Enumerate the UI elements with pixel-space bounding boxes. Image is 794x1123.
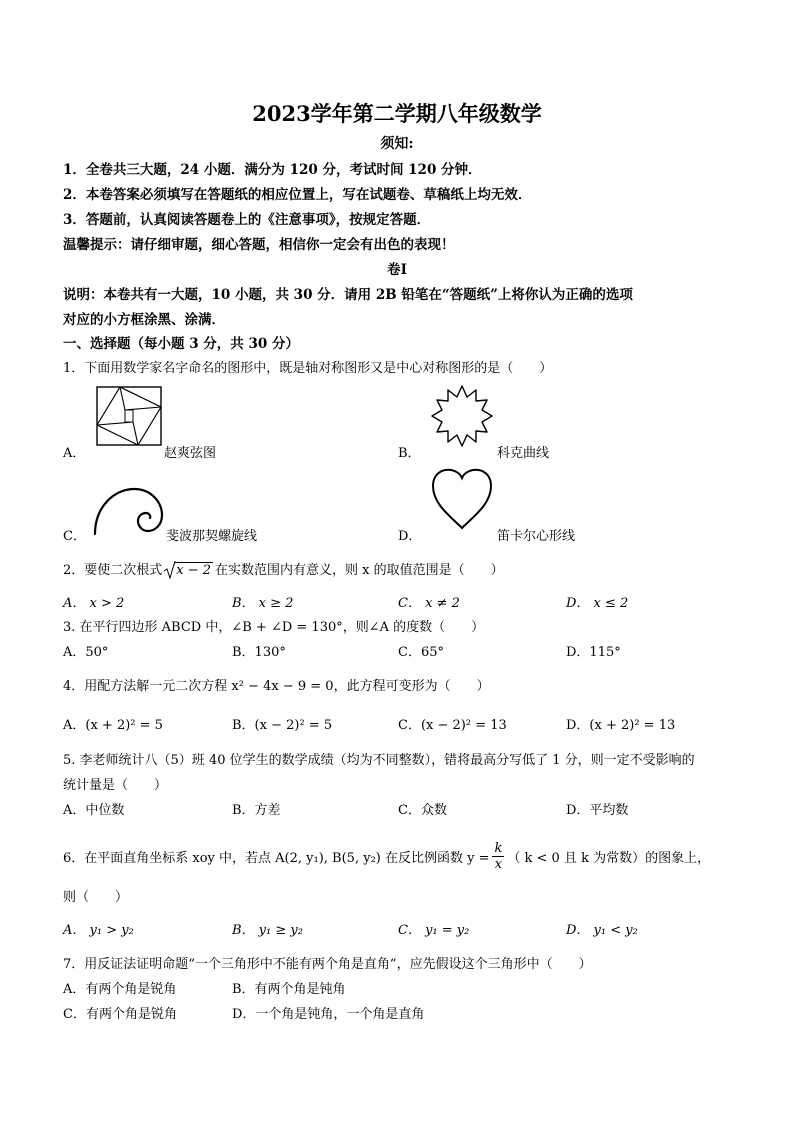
question-2-stem <box>63 559 504 578</box>
explanation-line-1: 说明：本卷共有一大题，10 小题，共 30 分．请用 2B 铅笔在“答题纸”上将你认为正确的选项 <box>63 287 633 303</box>
q2-stem-before: 2．要使二次根式 <box>63 563 163 578</box>
notice-1: 1．全卷共三大题，24 小题．满分为 120 分，考试时间 120 分钟． <box>63 162 482 178</box>
q6-option-c: C． y₁ = y₂ <box>398 923 470 938</box>
zhao-shuang-diagram-icon <box>96 386 162 446</box>
fraction-numerator: k <box>494 841 503 856</box>
tip-text: 温馨提示：请仔细审题，细心答题，相信你一定会有出色的表现！ <box>63 237 455 253</box>
koch-curve-icon <box>430 384 494 448</box>
question-6-stem-line-2: 则（ ） <box>63 890 129 905</box>
q3-option-c: C．65° <box>398 645 444 660</box>
q2-radicand: x − 2 <box>176 563 212 578</box>
question-5-stem-line-2: 统计量是（ ） <box>63 778 168 793</box>
q7-option-c: C．有两个角是锐角 <box>63 1007 177 1022</box>
volume-label: 卷Ⅰ <box>387 262 407 278</box>
q2-stem-after: 在实数范围内有意义，则 x 的取值范围是（ ） <box>215 563 504 578</box>
q5-option-b: B．方差 <box>232 803 281 818</box>
q4-option-c: C．(x − 2)² = 13 <box>398 718 507 733</box>
fraction <box>492 841 504 872</box>
q6-stem-before: 6．在平面直角坐标系 xoy 中，若点 A(2, y₁), B(5, y₂) 在反比例函数 y = <box>63 851 490 866</box>
question-5-stem-line-1: 5. 李老师统计八（5）班 40 位学生的数学成绩（均为不同整数），错将最高分写低了 1 分，则一定不受影响的 <box>63 753 695 768</box>
fraction-denominator: x <box>494 857 503 872</box>
notice-heading: 须知: <box>380 136 414 152</box>
q1-option-b-letter: B． <box>398 446 421 461</box>
fibonacci-spiral-icon <box>92 485 172 537</box>
question-7-stem: 7．用反证法证明命题“一个三角形中不能有两个角是直角”，应先假设这个三角形中（ ） <box>63 957 592 972</box>
q3-option-a: A．50° <box>63 645 109 660</box>
q5-option-d: D．平均数 <box>566 803 629 818</box>
page-title: 2023学年第二学期八年级数学 <box>252 101 542 126</box>
question-1-stem: 1．下面用数学家名字命名的图形中，既是轴对称图形又是中心对称图形的是（ ） <box>63 361 553 376</box>
q2-option-c: C． x ≠ 2 <box>398 596 460 611</box>
cardioid-heart-icon <box>430 464 494 530</box>
q4-option-b: B．(x − 2)² = 5 <box>232 718 333 733</box>
q7-option-d: D．一个角是钝角，一个角是直角 <box>232 1007 425 1022</box>
q1-option-c-letter: C． <box>63 529 86 544</box>
question-3-stem: 3. 在平行四边形 ABCD 中，∠B + ∠D = 130°，则∠A 的度数（ ） <box>63 620 485 635</box>
q2-option-b: B． x ≥ 2 <box>232 596 294 611</box>
q6-option-b: B． y₁ ≥ y₂ <box>232 923 303 938</box>
q6-option-a: A． y₁ > y₂ <box>63 923 134 938</box>
q7-option-a: A．有两个角是锐角 <box>63 982 177 997</box>
q5-option-c: C．众数 <box>398 803 447 818</box>
q7-option-b: B．有两个角是钝角 <box>232 982 346 997</box>
notice-2: 2．本卷答案必须填写在答题纸的相应位置上，写在试题卷、草稿纸上均无效． <box>63 187 532 203</box>
q1-option-b-caption: 科克曲线 <box>497 446 550 461</box>
q6-option-d: D． y₁ < y₂ <box>566 923 638 938</box>
q4-option-d: D．(x + 2)² = 13 <box>566 718 676 733</box>
q2-option-a: A． x > 2 <box>63 596 125 611</box>
explanation-line-2: 对应的小方框涂黑、涂满． <box>63 312 225 328</box>
q2-option-d: D． x ≤ 2 <box>566 596 629 611</box>
q1-option-d-caption: 笛卡尔心形线 <box>497 529 576 544</box>
q1-option-c-caption: 斐波那契螺旋线 <box>166 529 258 544</box>
q4-option-a: A．(x + 2)² = 5 <box>63 718 163 733</box>
notice-3: 3．答题前，认真阅读答题卷上的《注意事项》，按规定答题． <box>63 212 431 228</box>
q6-stem-after: （ k < 0 且 k 为常数）的图象上， <box>507 851 711 866</box>
sqrt-expression <box>164 563 213 578</box>
sqrt-sign-icon <box>164 560 176 580</box>
q1-option-a-letter: A． <box>63 446 86 461</box>
question-6-stem <box>63 843 710 874</box>
q3-option-b: B．130° <box>232 645 286 660</box>
q1-option-d-letter: D． <box>398 529 422 544</box>
q1-option-a-caption: 赵爽弦图 <box>164 446 217 461</box>
q3-option-d: D．115° <box>566 645 621 660</box>
section-heading: 一、选择题（每小题 3 分，共 30 分） <box>63 336 299 352</box>
question-4-stem: 4．用配方法解一元二次方程 x² − 4x − 9 = 0，此方程可变形为（ ） <box>63 679 490 694</box>
q5-option-a: A．中位数 <box>63 803 125 818</box>
